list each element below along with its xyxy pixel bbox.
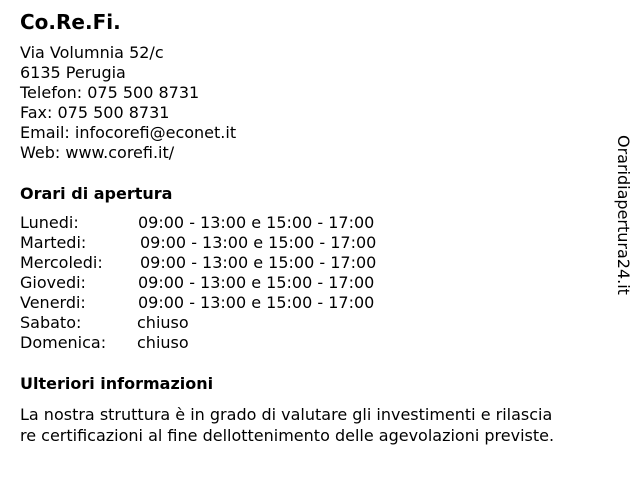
phone-number: Telefon: 075 500 8731 <box>20 83 200 102</box>
day-hours: chiuso <box>137 333 189 352</box>
day-hours: chiuso <box>137 313 189 332</box>
day-hours: 09:00 - 13:00 e 15:00 - 17:00 <box>138 213 375 232</box>
watermark-text: Oraridiapertura24.it <box>614 135 633 295</box>
day-hours: 09:00 - 13:00 e 15:00 - 17:00 <box>138 273 375 292</box>
company-name: Co.Re.Fi. <box>20 10 121 34</box>
address-street: Via Volumnia 52/c <box>20 43 164 62</box>
day-hours: 09:00 - 13:00 e 15:00 - 17:00 <box>138 293 375 312</box>
further-info-text <box>20 404 600 446</box>
day-label: Giovedi: <box>20 273 86 292</box>
further-info-line: La nostra struttura è in grado di valutare gli investimenti e rilascia <box>20 405 553 424</box>
website-url: Web: www.corefi.it/ <box>20 143 175 162</box>
further-info-heading: Ulteriori informazioni <box>20 374 214 393</box>
site-watermark <box>612 135 634 315</box>
day-label: Venerdi: <box>20 293 86 312</box>
day-label: Martedi: <box>20 233 87 252</box>
day-label: Sabato: <box>20 313 82 332</box>
email-address: Email: infocorefi@econet.it <box>20 123 237 142</box>
opening-hours-heading: Orari di apertura <box>20 184 173 203</box>
fax-number: Fax: 075 500 8731 <box>20 103 170 122</box>
contact-block <box>20 43 236 163</box>
day-hours: 09:00 - 13:00 e 15:00 - 17:00 <box>140 233 377 252</box>
address-city: 6135 Perugia <box>20 63 126 82</box>
day-hours: 09:00 - 13:00 e 15:00 - 17:00 <box>140 253 377 272</box>
further-info-line: re certificazioni al fine dellottenimento delle agevolazioni previste. <box>20 426 555 445</box>
day-label: Lunedi: <box>20 213 79 232</box>
day-label: Domenica: <box>20 333 107 352</box>
day-label: Mercoledi: <box>20 253 103 272</box>
